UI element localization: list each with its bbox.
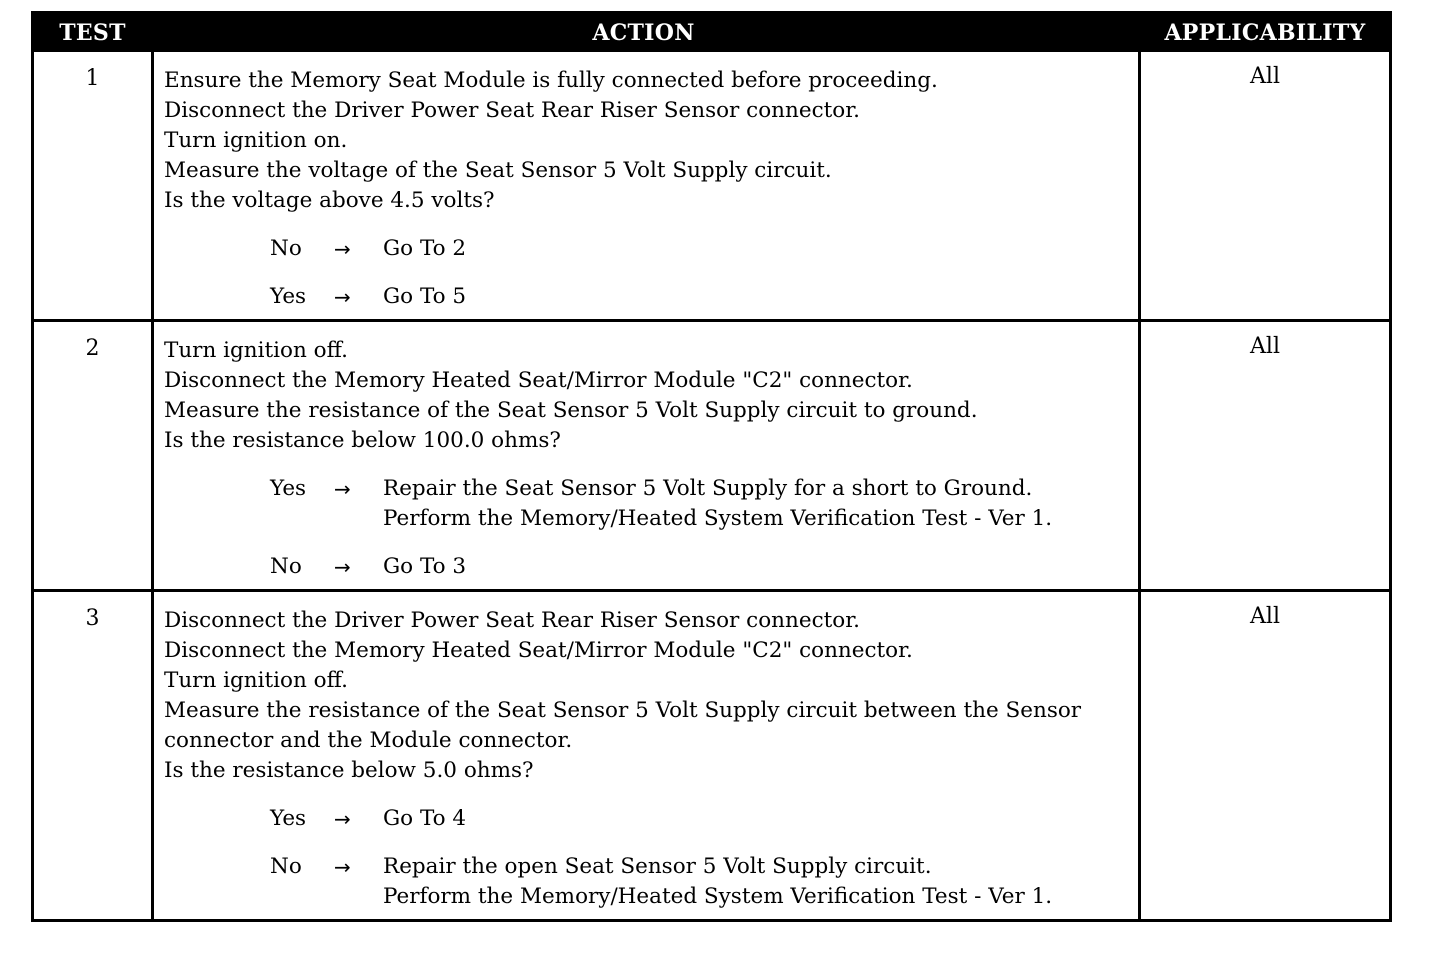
decision-branch [164,804,1134,834]
branch-answer: Yes [270,806,307,831]
right-arrow-icon: → [334,285,351,309]
branch-result-line: Perform the Memory/Heated System Verification Test - Ver 1. [383,506,1053,531]
branch-result [383,474,1052,534]
action-step: Ensure the Memory Seat Module is fully connected before proceeding. [164,68,938,93]
right-arrow-icon: → [334,807,351,831]
column-divider [151,52,154,919]
diagnostic-test-table [31,11,1392,922]
action-cell [164,66,1134,312]
header-applicability: APPLICABILITY [1164,20,1366,46]
applicability-value: All [1250,604,1280,629]
action-step: Is the voltage above 4.5 volts? [164,188,495,213]
test-number: 2 [85,336,100,361]
right-arrow-icon: → [334,237,351,261]
right-arrow-icon: → [334,855,351,879]
branch-answer: No [270,236,302,261]
branch-result [383,282,466,312]
action-step: Turn ignition off. [164,668,348,693]
right-arrow-icon: → [334,555,351,579]
table-row-test-2 [34,322,1389,592]
right-arrow-icon: → [334,477,351,501]
decision-branch [164,852,1134,912]
action-step: Disconnect the Driver Power Seat Rear Riser Sensor connector. [164,98,860,123]
branch-result-line: Perform the Memory/Heated System Verification Test - Ver 1. [383,884,1053,909]
decision-branch [164,234,1134,264]
branch-result [383,234,466,264]
decision-branch [164,282,1134,312]
action-step: Turn ignition off. [164,338,348,363]
branch-answer: Yes [270,476,307,501]
table-row-test-3 [34,592,1389,919]
branch-answer: No [270,554,302,579]
action-step: Measure the resistance of the Seat Sensor 5 Volt Supply circuit between the Sensor [164,698,1082,723]
branch-result-line: Go To 2 [383,236,467,261]
decision-branch [164,552,1134,582]
branch-result [383,552,466,582]
action-step: Is the resistance below 100.0 ohms? [164,428,561,453]
branch-answer: No [270,854,302,879]
decision-branch [164,474,1134,534]
action-step: Is the resistance below 5.0 ohms? [164,758,534,783]
action-step: Measure the voltage of the Seat Sensor 5 Volt Supply circuit. [164,158,832,183]
test-number: 3 [85,606,100,631]
action-step: Measure the resistance of the Seat Sensor 5 Volt Supply circuit to ground. [164,398,978,423]
action-step: Disconnect the Driver Power Seat Rear Riser Sensor connector. [164,608,860,633]
header-action: ACTION [592,20,695,46]
branch-answer: Yes [270,284,307,309]
action-cell [164,606,1134,912]
table-header [34,14,1389,52]
branch-result [383,852,1052,912]
action-step: Disconnect the Memory Heated Seat/Mirror Module "C2" connector. [164,368,913,393]
action-step: Turn ignition on. [164,128,348,153]
branch-result-line: Repair the Seat Sensor 5 Volt Supply for a short to Ground. [383,476,1033,501]
applicability-value: All [1250,64,1280,89]
action-step: connector and the Module connector. [164,728,573,753]
branch-result [383,804,466,834]
column-divider [1138,52,1141,919]
branch-result-line: Go To 3 [383,554,467,579]
action-cell [164,336,1134,582]
test-number: 1 [85,66,100,91]
branch-result-line: Go To 4 [383,806,467,831]
applicability-value: All [1250,334,1280,359]
branch-result-line: Repair the open Seat Sensor 5 Volt Supply circuit. [383,854,932,879]
header-test: TEST [59,20,126,46]
branch-result-line: Go To 5 [383,284,467,309]
action-step: Disconnect the Memory Heated Seat/Mirror Module "C2" connector. [164,638,913,663]
table-row-test-1 [34,52,1389,322]
